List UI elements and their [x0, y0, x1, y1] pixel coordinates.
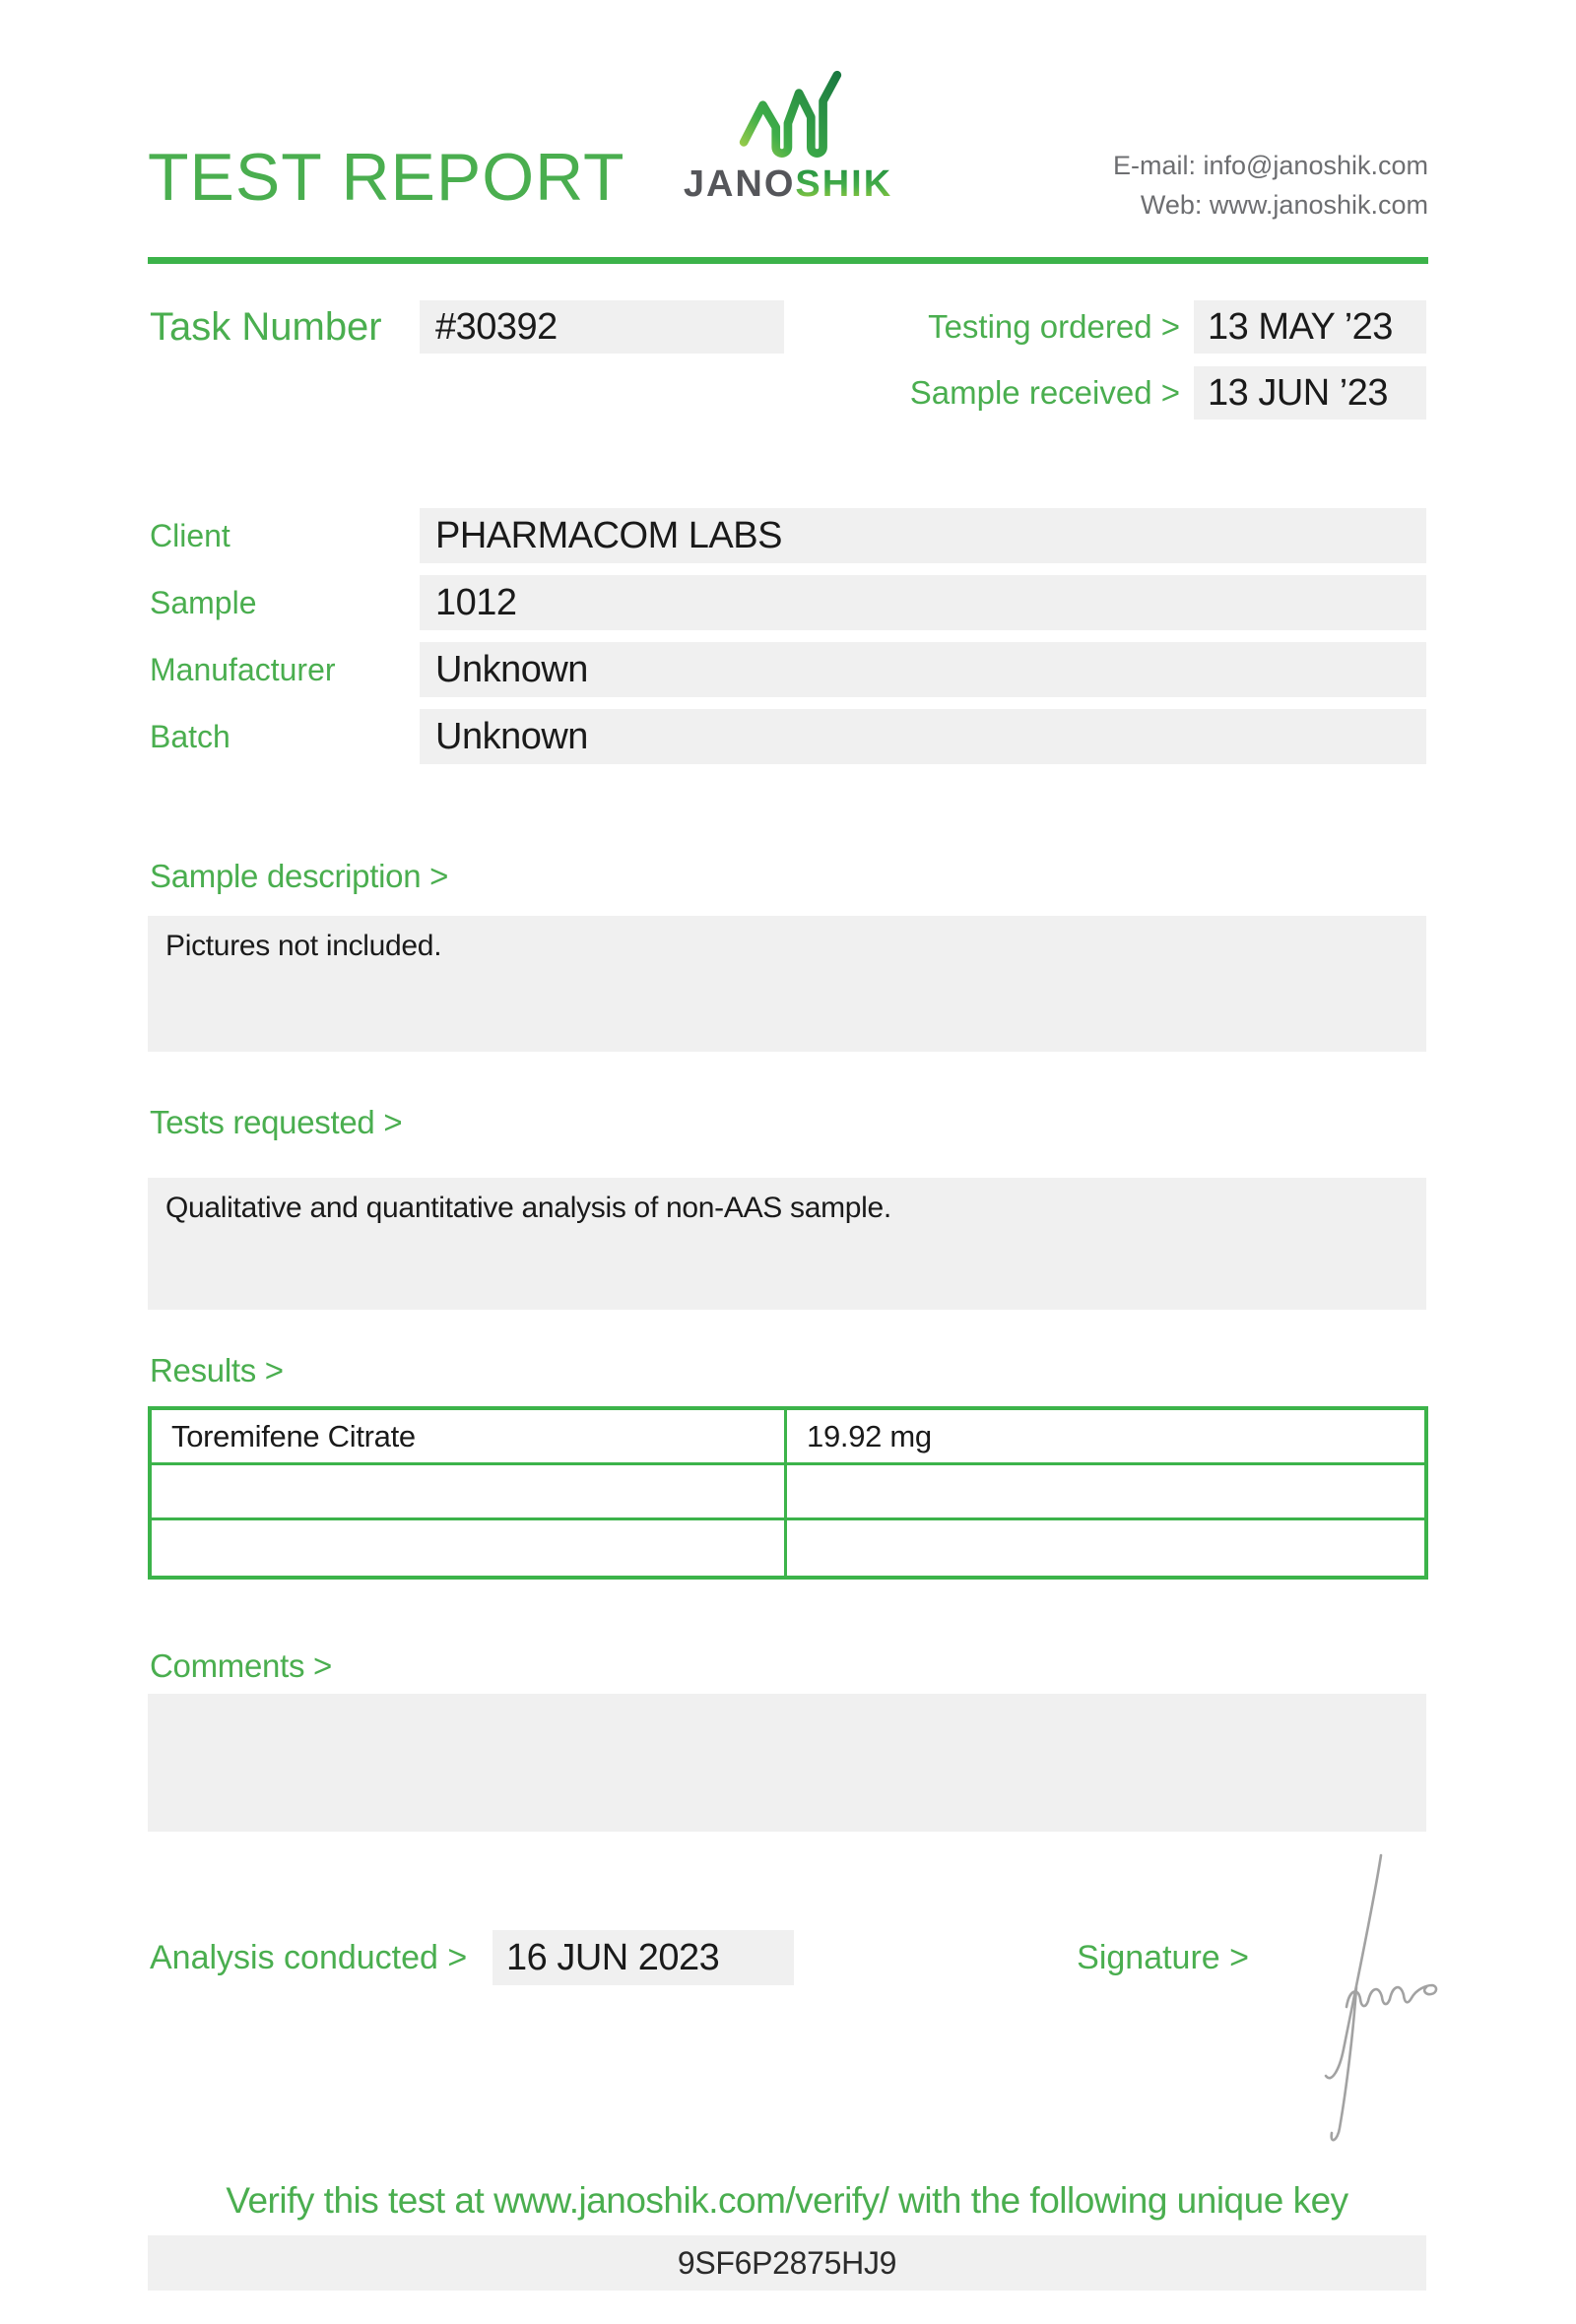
sample-received-label: Sample received > [909, 374, 1180, 411]
brand-jano: JANO [683, 163, 796, 205]
task-number-value: #30392 [420, 300, 784, 354]
testing-ordered-value: 13 MAY ’23 [1194, 300, 1426, 354]
contact-email: E-mail: info@janoshik.com [1112, 151, 1428, 180]
tests-requested-box: Qualitative and quantitative analysis of non-AAS sample. [148, 1178, 1426, 1310]
page-title: TEST REPORT [148, 140, 625, 215]
table-row [152, 1465, 1424, 1520]
sample-value: 1012 [420, 575, 1426, 630]
brand-shik: SHIK [795, 163, 893, 205]
result-substance: Toremifene Citrate [152, 1410, 787, 1462]
signature-label: Signature > [1077, 1938, 1249, 1976]
result-amount: 19.92 mg [787, 1410, 1424, 1462]
testing-ordered-label: Testing ordered > [928, 308, 1180, 345]
client-label: Client [150, 517, 230, 553]
header-divider [148, 257, 1428, 264]
table-row [152, 1410, 1424, 1465]
sample-description-heading: Sample description > [150, 858, 449, 894]
analysis-conducted-label: Analysis conducted > [150, 1938, 468, 1976]
brand-wordmark [680, 163, 896, 206]
results-heading: Results > [150, 1352, 284, 1388]
tests-requested-heading: Tests requested > [150, 1104, 403, 1140]
sample-received-value: 13 JUN ’23 [1194, 366, 1426, 420]
manufacturer-value: Unknown [420, 642, 1426, 697]
contact-web: Web: www.janoshik.com [1140, 190, 1428, 220]
comments-box [148, 1694, 1426, 1832]
result-substance [152, 1465, 787, 1517]
trend-chart-icon [737, 63, 847, 173]
result-amount [787, 1520, 1424, 1576]
contact-info [1113, 146, 1428, 225]
sample-description-box: Pictures not included. [148, 916, 1426, 1052]
results-table [148, 1406, 1428, 1580]
verify-instruction: Verify this test at www.janoshik.com/verify/ with the following unique key [226, 2180, 1348, 2221]
sample-label: Sample [150, 584, 257, 620]
signature-image [1263, 1847, 1460, 2153]
comments-heading: Comments > [150, 1647, 332, 1684]
task-number-label: Task Number [150, 304, 382, 349]
result-substance [152, 1520, 787, 1576]
client-value: PHARMACOM LABS [420, 508, 1426, 563]
table-row [152, 1520, 1424, 1576]
manufacturer-label: Manufacturer [150, 651, 336, 687]
batch-value: Unknown [420, 709, 1426, 764]
batch-label: Batch [150, 718, 230, 754]
analysis-date-value: 16 JUN 2023 [492, 1930, 794, 1985]
result-amount [787, 1465, 1424, 1517]
verify-key: 9SF6P2875HJ9 [148, 2235, 1426, 2291]
